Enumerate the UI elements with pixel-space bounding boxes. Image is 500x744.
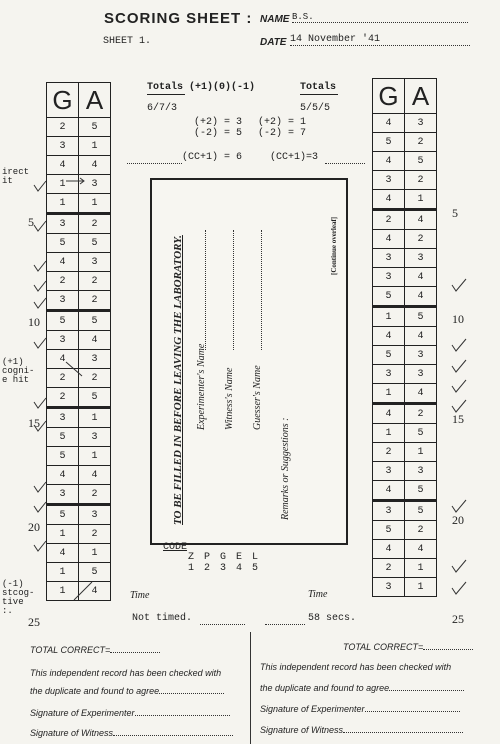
footer-divider bbox=[250, 632, 251, 744]
sig-wit-right: Signature of Witness bbox=[260, 725, 463, 735]
guess-cell: 1 bbox=[373, 307, 405, 327]
date-label: DATE bbox=[260, 37, 287, 48]
check-mark-icon bbox=[452, 279, 466, 291]
date-field: 14 November '41 bbox=[290, 34, 470, 46]
total-correct-right: TOTAL CORRECT= bbox=[343, 642, 473, 652]
guess-cell: 4 bbox=[373, 481, 405, 501]
left-margin-10: 10 bbox=[28, 315, 40, 329]
guess-cell: 1 bbox=[47, 525, 79, 544]
guesser-name-label: Guesser's Name bbox=[252, 365, 263, 430]
check-mark-icon bbox=[34, 421, 46, 431]
actual-cell: 2 bbox=[405, 230, 437, 249]
guess-cell: 1 bbox=[47, 582, 79, 601]
lab-box-heading: TO BE FILLED IN BEFORE LEAVING THE LABORATORY. bbox=[172, 235, 184, 525]
witness-name-label: Witness's Name bbox=[224, 367, 235, 430]
actual-cell: 2 bbox=[79, 291, 111, 311]
arrow-icon bbox=[66, 178, 84, 184]
actual-cell: 3 bbox=[79, 350, 111, 369]
actual-cell: 4 bbox=[405, 210, 437, 230]
left-margin-25: 25 bbox=[28, 615, 40, 629]
guess-cell: 4 bbox=[47, 466, 79, 485]
guess-cell: 3 bbox=[47, 214, 79, 234]
guess-cell: 3 bbox=[47, 291, 79, 311]
underline bbox=[147, 94, 185, 95]
right-margin-20: 20 bbox=[452, 513, 464, 527]
time-right-value: 58 secs. bbox=[308, 613, 357, 624]
plus2-left: (+2) = 3 bbox=[194, 117, 243, 128]
guess-cell: 3 bbox=[47, 485, 79, 505]
check-mark-icon bbox=[34, 221, 46, 231]
guesser-name-line bbox=[261, 230, 262, 350]
actual-cell: 4 bbox=[405, 268, 437, 287]
actual-cell: 1 bbox=[79, 408, 111, 428]
actual-cell: 4 bbox=[79, 331, 111, 350]
guess-cell: 1 bbox=[373, 424, 405, 443]
check-mark-icon bbox=[34, 482, 46, 492]
check-mark-icon bbox=[34, 298, 46, 308]
name-field: B.S. bbox=[292, 12, 468, 23]
totals-left-heading: Totals (+1)(0)(-1) bbox=[147, 82, 256, 93]
check-mark-icon bbox=[452, 560, 466, 572]
cc-right: (CC+1)=3 bbox=[270, 152, 319, 163]
check-mark-icon bbox=[452, 500, 466, 512]
check-right-2: the duplicate and found to agree bbox=[260, 683, 464, 693]
check-mark-icon bbox=[34, 398, 46, 408]
actual-cell: 5 bbox=[405, 152, 437, 171]
left-margin-20: 20 bbox=[28, 520, 40, 534]
check-mark-icon bbox=[34, 541, 46, 551]
guess-cell: 5 bbox=[47, 311, 79, 331]
actual-cell: 4 bbox=[405, 384, 437, 404]
plus2-right: (+2) = 1 bbox=[258, 117, 307, 128]
actual-cell: 2 bbox=[405, 133, 437, 152]
guess-cell: 2 bbox=[373, 443, 405, 462]
actual-cell: 4 bbox=[405, 287, 437, 307]
minus2-left: (-2) = 5 bbox=[194, 128, 243, 139]
guess-cell: 2 bbox=[373, 559, 405, 578]
actual-cell: 1 bbox=[405, 559, 437, 578]
guess-cell: 4 bbox=[373, 230, 405, 249]
guess-cell: 5 bbox=[373, 521, 405, 540]
actual-cell: 5 bbox=[405, 424, 437, 443]
actual-cell: 4 bbox=[405, 540, 437, 559]
note-plus-one: (+1) cogni- e hit bbox=[2, 357, 35, 385]
guess-cell: 4 bbox=[47, 544, 79, 563]
actual-cell: 4 bbox=[79, 466, 111, 485]
actual-cell: 2 bbox=[79, 272, 111, 291]
actual-cell: 5 bbox=[405, 481, 437, 501]
actual-cell: 1 bbox=[405, 443, 437, 462]
actual-cell: 4 bbox=[405, 327, 437, 346]
time-left-label: Time bbox=[130, 590, 150, 601]
check-mark-icon bbox=[452, 582, 466, 594]
guess-cell: 3 bbox=[373, 249, 405, 268]
check-mark-icon bbox=[34, 181, 46, 191]
guess-cell: 3 bbox=[373, 578, 405, 597]
guess-cell: 5 bbox=[47, 234, 79, 253]
guess-cell: 5 bbox=[47, 505, 79, 525]
guess-cell: 4 bbox=[373, 114, 405, 133]
guess-cell: 4 bbox=[47, 156, 79, 175]
right-margin-25: 25 bbox=[452, 612, 464, 626]
check-mark-icon bbox=[452, 380, 466, 392]
guess-cell: 4 bbox=[373, 327, 405, 346]
actual-cell: 4 bbox=[79, 156, 111, 175]
actual-cell: 2 bbox=[405, 404, 437, 424]
code-label: CODE bbox=[163, 542, 188, 553]
check-left-1: This independent record has been checked with bbox=[30, 668, 222, 678]
guess-cell: 1 bbox=[47, 175, 79, 194]
left-col-g: G bbox=[47, 83, 79, 118]
arrow-icon bbox=[66, 362, 82, 376]
actual-cell: 3 bbox=[79, 175, 111, 194]
guess-cell: 2 bbox=[47, 369, 79, 388]
guess-cell: 4 bbox=[373, 540, 405, 559]
guess-cell: 3 bbox=[373, 462, 405, 481]
guess-cell: 1 bbox=[373, 384, 405, 404]
note-direct-hit: irect it bbox=[2, 167, 30, 186]
guess-cell: 5 bbox=[373, 287, 405, 307]
actual-cell: 1 bbox=[79, 447, 111, 466]
guess-cell: 3 bbox=[47, 331, 79, 350]
right-col-a: A bbox=[405, 79, 437, 114]
actual-cell: 3 bbox=[405, 114, 437, 133]
minus2-right: (-2) = 7 bbox=[258, 128, 307, 139]
actual-cell: 4 bbox=[79, 582, 111, 601]
actual-cell: 5 bbox=[79, 563, 111, 582]
actual-cell: 2 bbox=[405, 171, 437, 190]
guess-cell: 2 bbox=[47, 118, 79, 137]
guess-cell: 4 bbox=[373, 152, 405, 171]
check-mark-icon bbox=[452, 400, 466, 412]
code-numbers: 1 2 3 4 5 bbox=[188, 563, 260, 574]
totals-right-ratio: 5/5/5 bbox=[300, 103, 331, 114]
note-minus-one: (-1) stcog- tive :. bbox=[2, 579, 35, 616]
actual-cell: 3 bbox=[79, 253, 111, 272]
left-margin-5: 5 bbox=[28, 215, 34, 229]
guess-cell: 4 bbox=[47, 253, 79, 272]
guess-cell: 2 bbox=[373, 210, 405, 230]
arrow-icon bbox=[74, 582, 92, 600]
actual-cell: 2 bbox=[405, 521, 437, 540]
cc-left-dots bbox=[127, 163, 182, 164]
actual-cell: 5 bbox=[79, 118, 111, 137]
guess-cell: 3 bbox=[373, 268, 405, 287]
laboratory-box bbox=[150, 178, 348, 545]
time-left-value: Not timed. bbox=[132, 613, 193, 624]
right-col-g: G bbox=[373, 79, 405, 114]
actual-cell: 5 bbox=[79, 311, 111, 331]
guess-cell: 3 bbox=[373, 365, 405, 384]
check-left-2: the duplicate and found to agree bbox=[30, 686, 224, 696]
actual-cell: 3 bbox=[405, 249, 437, 268]
time-right-dots bbox=[265, 624, 305, 625]
guess-cell: 3 bbox=[373, 171, 405, 190]
left-margin-15: 15 bbox=[28, 416, 40, 430]
code-letters: Z P G E L bbox=[188, 552, 260, 563]
actual-cell: 2 bbox=[79, 214, 111, 234]
guess-cell: 4 bbox=[373, 190, 405, 210]
guess-cell: 1 bbox=[47, 563, 79, 582]
actual-cell: 5 bbox=[405, 501, 437, 521]
check-mark-icon bbox=[452, 360, 466, 372]
guess-cell: 2 bbox=[47, 388, 79, 408]
totals-left-ratio: 6/7/3 bbox=[147, 103, 178, 114]
sheet-number: SHEET 1. bbox=[103, 36, 152, 47]
remarks-label: Remarks or Suggestions : bbox=[280, 417, 291, 520]
underline bbox=[300, 94, 338, 95]
guess-cell: 2 bbox=[47, 272, 79, 291]
actual-cell: 2 bbox=[79, 369, 111, 388]
guess-cell: 4 bbox=[47, 350, 79, 369]
actual-cell: 3 bbox=[405, 462, 437, 481]
guess-cell: 3 bbox=[373, 501, 405, 521]
actual-cell: 1 bbox=[79, 544, 111, 563]
guess-cell: 5 bbox=[47, 428, 79, 447]
check-mark-icon bbox=[452, 339, 466, 351]
actual-cell: 2 bbox=[79, 485, 111, 505]
totals-right-heading: Totals bbox=[300, 82, 337, 93]
actual-cell: 1 bbox=[405, 578, 437, 597]
cc-left: (CC+1) = 6 bbox=[182, 152, 243, 163]
guess-cell: 1 bbox=[47, 194, 79, 214]
check-mark-icon bbox=[34, 261, 46, 271]
continue-overleaf: [Continue overleaf] bbox=[330, 216, 338, 275]
check-right-1: This independent record has been checked with bbox=[260, 662, 452, 672]
experimenter-name-line bbox=[205, 230, 206, 350]
actual-cell: 3 bbox=[79, 428, 111, 447]
sig-exp-right: Signature of Experimenter bbox=[260, 704, 460, 714]
actual-cell: 3 bbox=[79, 505, 111, 525]
page-title: SCORING SHEET : bbox=[104, 10, 253, 27]
right-margin-5: 5 bbox=[452, 206, 458, 220]
cc-right-dots bbox=[325, 163, 365, 164]
actual-cell: 5 bbox=[79, 234, 111, 253]
actual-cell: 5 bbox=[405, 307, 437, 327]
actual-cell: 1 bbox=[79, 194, 111, 214]
guess-cell: 4 bbox=[373, 404, 405, 424]
check-mark-icon bbox=[34, 281, 46, 291]
sig-wit-left: Signature of Witness bbox=[30, 728, 233, 738]
actual-cell: 3 bbox=[405, 346, 437, 365]
guess-cell: 3 bbox=[47, 137, 79, 156]
actual-cell: 5 bbox=[79, 388, 111, 408]
guess-cell: 3 bbox=[47, 408, 79, 428]
actual-cell: 1 bbox=[405, 190, 437, 210]
guess-cell: 5 bbox=[373, 346, 405, 365]
check-mark-icon bbox=[34, 338, 46, 348]
right-margin-10: 10 bbox=[452, 312, 464, 326]
time-left-dots bbox=[200, 624, 245, 625]
experimenter-name-label: Experimenter's Name bbox=[196, 343, 207, 430]
name-label: NAME bbox=[260, 14, 290, 25]
check-mark-icon bbox=[34, 502, 46, 512]
witness-name-line bbox=[233, 230, 234, 350]
guess-cell: 5 bbox=[373, 133, 405, 152]
total-correct-left: TOTAL CORRECT= bbox=[30, 645, 160, 655]
right-margin-15: 15 bbox=[452, 412, 464, 426]
actual-cell: 1 bbox=[79, 137, 111, 156]
left-col-a: A bbox=[79, 83, 111, 118]
actual-cell: 2 bbox=[79, 525, 111, 544]
guess-cell: 5 bbox=[47, 447, 79, 466]
sig-exp-left: Signature of Experimenter bbox=[30, 708, 230, 718]
time-right-label: Time bbox=[308, 589, 328, 600]
actual-cell: 3 bbox=[405, 365, 437, 384]
